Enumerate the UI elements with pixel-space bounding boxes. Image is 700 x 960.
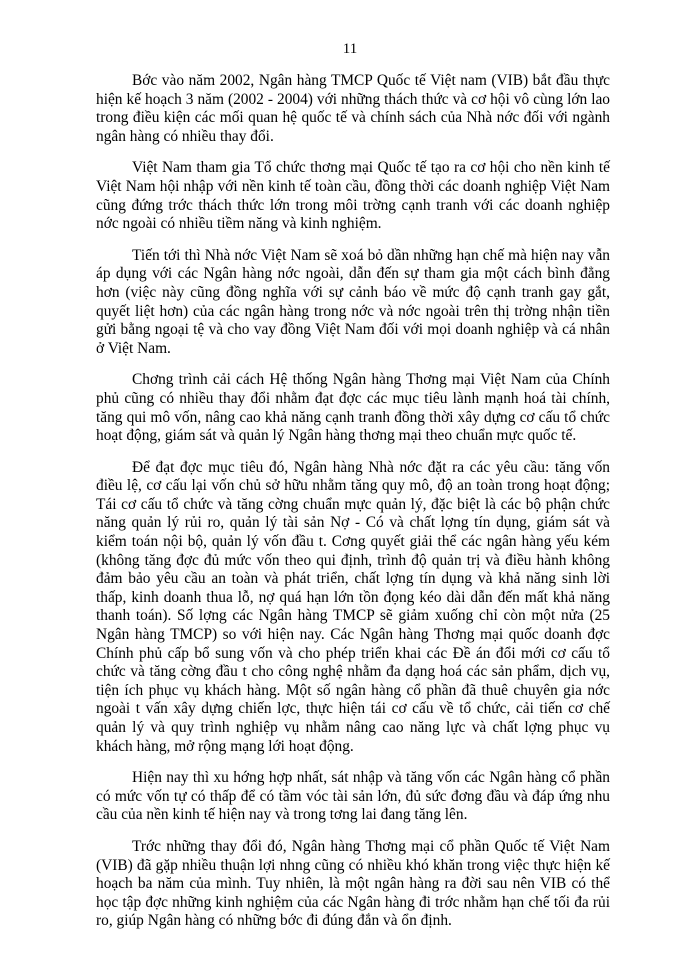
body-text bbox=[96, 72, 610, 944]
paragraph: Chơng trình cải cách Hệ thống Ngân hàng Thơng mại Việt Nam của Chính phủ cũng có nhiều thay đổi nhằm đạt đợc các mục tiêu lành mạnh hoá tài chính, tăng qui mô vốn, nâng cao khả năng cạnh tranh đồng thời xây dựng cơ cấu tổ chức hoạt động, giám sát và quản lý Ngân hàng thơng mại theo chuẩn mực quốc tế. bbox=[96, 371, 610, 445]
paragraph: Bớc vào năm 2002, Ngân hàng TMCP Quốc tế Việt nam (VIB) bắt đầu thực hiện kế hoạch 3 năm (2002 - 2004) với những thách thức và cơ hội vô cùng lớn lao trong điều kiện các mối quan hệ quốc tế và chính sách của Nhà nớc đối với ngành ngân hàng có nhiều thay đổi. bbox=[96, 72, 610, 145]
paragraph: Việt Nam tham gia Tổ chức thơng mại Quốc tế tạo ra cơ hội cho nền kinh tế Việt Nam hội nhập với nền kinh tế toàn cầu, đồng thời các doanh nghiệp Việt Nam cũng đứng trớc thách thức lớn trong môi trờng cạnh tranh với các doanh nghiệp nớc ngoài có nhiều tiềm năng và kinh nghiệm. bbox=[96, 159, 610, 233]
page-number: 11 bbox=[342, 41, 358, 57]
paragraph: Hiện nay thì xu hớng hợp nhất, sát nhập và tăng vốn các Ngân hàng cổ phần có mức vốn tự có thấp để có tầm vóc tài sản lớn, đủ sức đơng đầu và đáp ứng nhu cầu của nền kinh tế hiện nay và trong tơng lai đang tăng lên. bbox=[96, 769, 610, 824]
paragraph: Để đạt đợc mục tiêu đó, Ngân hàng Nhà nớc đặt ra các yêu cầu: tăng vốn điều lệ, cơ cấu lại vốn chủ sở hữu nhằm tăng quy mô, độ an toàn trong hoạt động; Tái cơ cấu tổ chức và tăng cờng chuẩn mực quản lý, đặc biệt là các bộ phận chức năng quản lý rủi ro, quản lý tài sản Nợ - Có và chất lợng tín dụng, giám sát và kiểm toán nội bộ, quản lý vốn đầu t. Cơng quyết giải thể các ngân hàng yếu kém (không tăng đợc đủ mức vốn theo qui định, trình độ quản trị và điều hành không đảm bảo yêu cầu an toàn và phát triển, chất lợng tín dụng và khả năng sinh lời thấp, kinh doanh thua lỗ, nợ quá hạn lớn tồn đọng kéo dài dẫn đến mất khả năng thanh toán). Số lợng các Ngân hàng TMCP sẽ giảm xuống chỉ còn một nửa (25 Ngân hàng TMCP) so với hiện nay. Các Ngân hàng Thơng mại quốc doanh đợc Chính phủ cấp bổ sung vốn và cho phép triển khai các Đề án đổi mới cơ cấu tổ chức và tăng cờng đầu t cho công nghệ nhằm đa dạng hoá các sản phẩm, dịch vụ, tiện ích phục vụ khách hàng. Một số ngân hàng cổ phần đã thuê chuyên gia nớc ngoài t vấn xây dựng chiến lợc, thực hiện tái cơ cấu về tổ chức, cải tiến cơ chế quản lý và quy trình nghiệp vụ nhằm nâng cao năng lực và chất lợng phục vụ khách hàng, mở rộng mạng lới hoạt động. bbox=[96, 458, 610, 755]
paragraph: Tiến tới thì Nhà nớc Việt Nam sẽ xoá bỏ dần những hạn chế mà hiện nay vẫn áp dụng với các Ngân hàng nớc ngoài, dẫn đến sự tham gia một cách bình đẳng hơn (việc này cũng đồng nghĩa với sự cảnh báo về mức độ cạnh tranh gay gắt, quyết liệt hơn) của các ngân hàng trong nớc và nớc ngoài trên thị trờng nhận tiền gửi bằng ngoại tệ và cho vay đồng Việt Nam đối với mọi doanh nghiệp và cá nhân ở Việt Nam. bbox=[96, 246, 610, 357]
paragraph: Trớc những thay đổi đó, Ngân hàng Thơng mại cổ phần Quốc tế Việt Nam (VIB) đã gặp nhiều thuận lợi nhng cũng có nhiều khó khăn trong việc thực hiện kế hoạch ba năm của mình. Tuy nhiên, là một ngân hàng ra đời sau nên VIB có thể học tập đợc những kinh nghiệm của các Ngân hàng đi trớc nhằm hạn chế tối đa rủi ro, giúp Ngân hàng có những bớc đi đúng đắn và ổn định. bbox=[96, 837, 610, 930]
